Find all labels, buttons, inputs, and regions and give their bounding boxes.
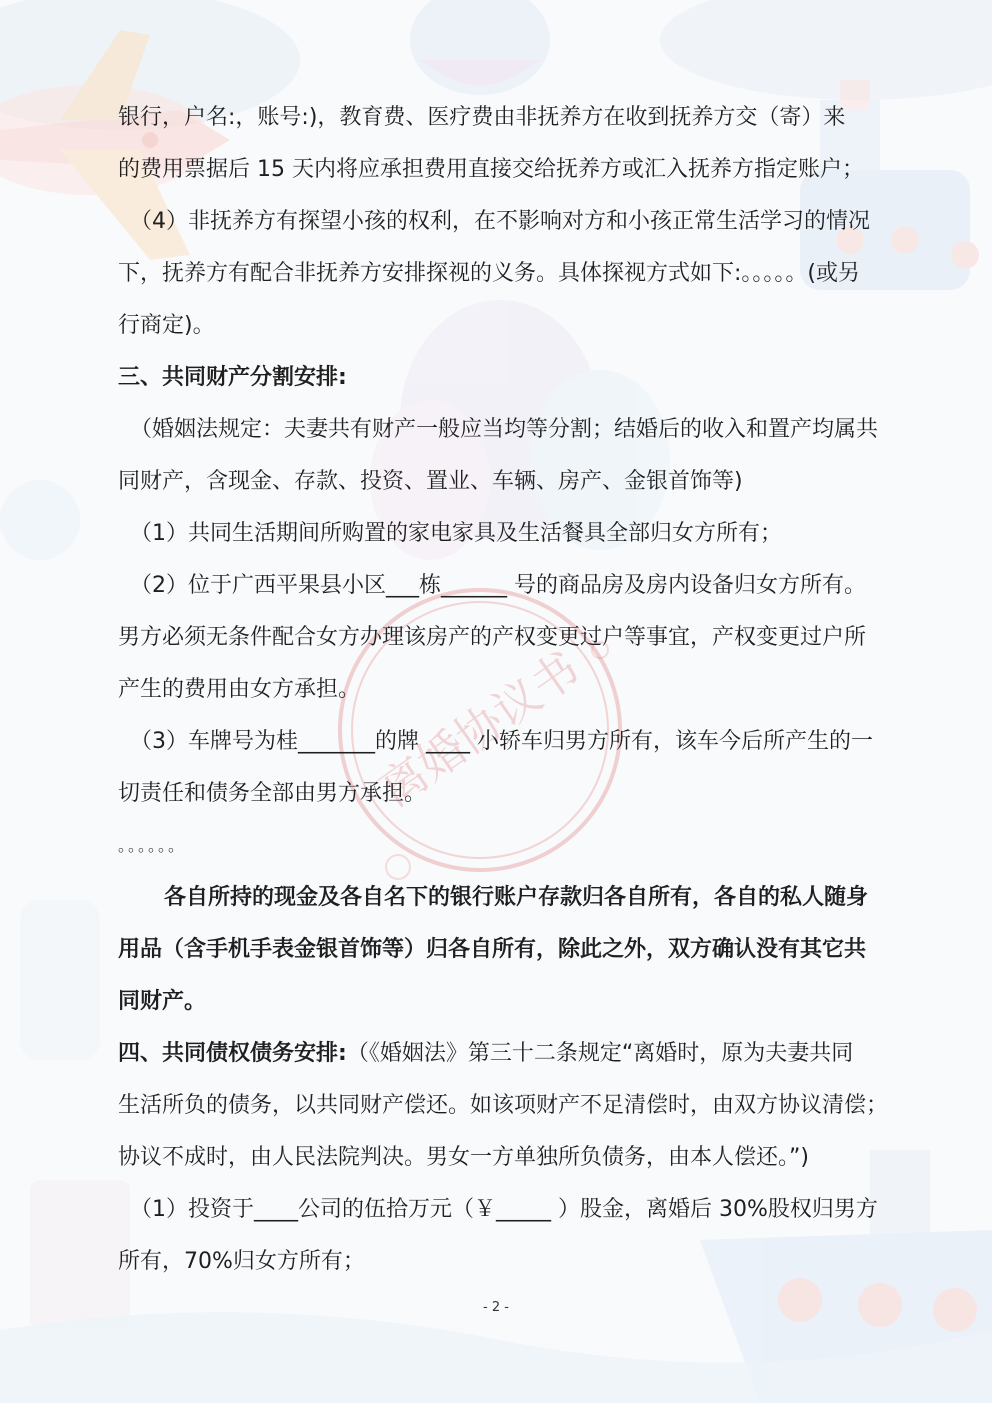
paragraph-line: （1）共同生活期间所购置的家电家具及生活餐具全部归女方所有； [130,521,782,546]
section-heading-4: 四、共同债权债务安排: [118,1041,347,1066]
paragraph-line: （2）位于广西平果县小区___栋______ 号的商品房及房内设备归女方所有。 [130,573,866,598]
paragraph-line: 下，抚养方有配合非抚养方安排探视的义务。具体探视方式如下:。。。。。(或另 [118,261,860,286]
paragraph-line: 同财产。 [118,989,207,1014]
paragraph-line: 男方必须无条件配合女方办理该房产的产权变更过户等事宜，产权变更过户所 [118,625,867,650]
paragraph-line: （1）投资于____公司的伍拾万元（￥_____ ）股金，离婚后 30%股权归男方 [130,1197,878,1222]
paragraph-line: 所有，70%归女方所有； [118,1249,365,1274]
paragraph-line: （3）车牌号为桂_______的牌 ____ 小轿车归男方所有，该车今后所产生的一 [130,729,873,754]
paragraph-line: （4）非抚养方有探望小孩的权利，在不影响对方和小孩正常生活学习的情况 [130,209,870,234]
paragraph-line: 产生的费用由女方承担。 [118,677,361,702]
page-number: - 2 - [483,1300,509,1315]
paragraph-line: 行商定)。 [118,313,215,338]
seal-text: 离婚协议书 [369,641,590,818]
paragraph-line: 的费用票据后 15 天内将应承担费用直接交给抚养方或汇入抚养方指定账户； [118,157,864,182]
section-heading-3: 三、共同财产分割安排: [118,365,347,390]
paragraph-line: 银行，户名:，账号:)，教育费、医疗费由非抚养方在收到抚养方交（寄）来 [118,105,846,130]
section-4-line [118,1028,902,1080]
paragraph-line: 同财产，含现金、存款、投资、置业、车辆、房产、金银首饰等) [118,469,743,494]
ellipsis-line: 。。。。。。 [118,836,187,855]
document-body [118,92,902,1288]
section-4-text: （《婚姻法》第三十二条规定“离婚时，原为夫妻共同 [346,1041,854,1066]
paragraph-line: 协议不成时，由人民法院判决。男女一方单独所负债务，由本人偿还。”) [118,1145,809,1170]
paragraph-line: 切责任和债务全部由男方承担。 [118,781,427,806]
paragraph-line: 用品（含手机手表金银首饰等）归各自所有，除此之外，双方确认没有其它共 [118,937,867,962]
paragraph-line: 生活所负的债务，以共同财产偿还。如该项财产不足清偿时，由双方协议清偿； [118,1093,889,1118]
paragraph-line: （婚姻法规定：夫妻共有财产一般应当均等分割；结婚后的收入和置产均属共 [130,417,879,442]
paragraph-line: 各自所持的现金及各自名下的银行账户存款归各自所有，各自的私人随身 [164,885,869,910]
